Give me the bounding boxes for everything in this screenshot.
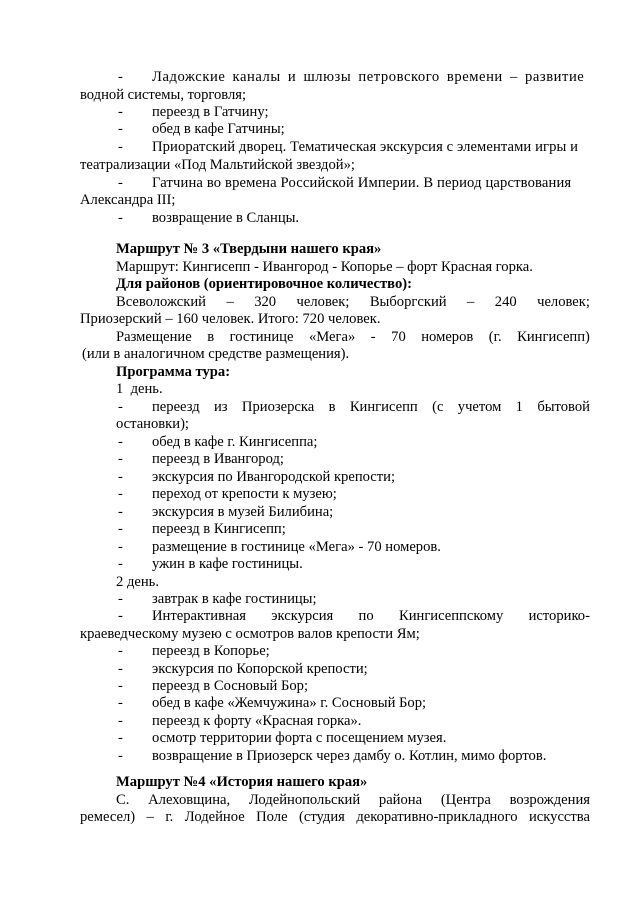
item-text: переезд в Гатчину; [152,104,269,120]
item-text: переход от крепости к музею; [152,486,337,502]
item-text: экскурсия в музей Билибина; [152,504,334,520]
list-item [0,209,640,227]
list-item [0,712,640,730]
list-item [0,520,640,538]
bullet-dash: - [118,521,123,537]
bullet-dash: - [118,556,123,572]
route-4-heading: Маршрут №4 «История нашего края» [116,774,368,790]
item-text: возвращение в Приозерск через дамбу о. Котлин, мимо фортов. [152,748,547,764]
item-text-cont: водной системы, торговля; [80,87,247,103]
bullet-dash: - [118,210,123,226]
list-item [0,485,640,503]
list-item [0,694,640,712]
list-item [0,433,640,451]
item-text: ужин в кафе гостиницы. [152,556,303,572]
item-text: обед в кафе г. Кингисеппа; [152,434,318,450]
list-item [0,660,640,678]
day-2-label: 2 день. [116,574,159,590]
item-text: переезд в Копорье; [152,643,270,659]
item-text: обед в кафе «Жемчужина» г. Сосновый Бор; [152,695,427,711]
program-heading: Программа тура: [116,364,231,380]
districts-line-1: Всеволожский – 320 человек; Выборгский – 240 человек; [116,294,590,310]
list-item [0,729,640,747]
list-item [0,747,640,765]
list-item [0,103,640,121]
bullet-dash: - [118,69,123,85]
item-text: переезд в Сосновый Бор; [152,678,308,694]
districts-heading: Для районов (ориентировочное количество): [116,276,412,292]
bullet-dash: - [118,643,123,659]
bullet-dash: - [118,451,123,467]
bullet-dash: - [118,730,123,746]
list-item [0,174,640,192]
list-item [0,398,640,416]
item-text: Ладожские каналы и шлюзы петровского времени – развитие [152,69,585,85]
item-text: экскурсия по Копорской крепости; [152,661,368,677]
day-1-label: 1 день. [116,381,163,397]
bullet-dash: - [118,661,123,677]
bullet-dash: - [118,434,123,450]
item-text: переезд в Кингисепп; [152,521,286,537]
districts-line-2: Приозерский – 160 человек. Итого: 720 человек. [80,311,381,327]
route-3-heading: Маршрут № 3 «Твердыни нашего края» [116,241,382,257]
item-text: размещение в гостинице «Мега» - 70 номеров. [152,539,441,555]
list-item [0,555,640,573]
item-text: переезд к форту «Красная горка». [152,713,362,729]
bullet-dash: - [118,695,123,711]
item-text: обед в кафе Гатчины; [152,121,285,137]
list-item [0,503,640,521]
item-text: завтрак в кафе гостиницы; [152,591,317,607]
bullet-dash: - [118,748,123,764]
item-text: возвращение в Сланцы. [152,210,300,226]
item-text-cont: краеведческому музею с осмотров валов крепости Ям; [80,626,420,642]
list-item [0,120,640,138]
item-text: Интерактивная экскурсия по Кингисеппскому историко- [152,608,590,624]
route-4-line-2: ремесел) – г. Лодейное Поле (студия декоративно-прикладного искусства [80,809,590,825]
route-4-line-1: С. Алеховщина, Лодейнопольский района (Центра возрождения [116,792,590,808]
bullet-dash: - [118,678,123,694]
list-item [0,677,640,695]
list-item [0,68,640,86]
list-item [0,468,640,486]
bullet-dash: - [118,104,123,120]
bullet-dash: - [118,139,123,155]
list-item [0,538,640,556]
bullet-dash: - [118,486,123,502]
item-text: Гатчина во времена Российской Империи. В период царствования [152,175,572,191]
bullet-dash: - [118,591,123,607]
route-3-path: Маршрут: Кингисепп - Ивангород - Копорье – форт Красная горка. [116,259,533,275]
list-item [0,450,640,468]
bullet-dash: - [118,713,123,729]
item-text-cont: Александра III; [80,192,176,208]
accommodation-line-2: (или в аналогичном средстве размещения). [82,346,350,362]
item-text-cont: остановки); [116,416,189,432]
list-item [0,138,640,156]
item-text: экскурсия по Ивангородской крепости; [152,469,396,485]
list-item [0,590,640,608]
bullet-dash: - [118,539,123,555]
bullet-dash: - [118,504,123,520]
bullet-dash: - [118,175,123,191]
bullet-dash: - [118,121,123,137]
bullet-dash: - [118,399,123,415]
bullet-dash: - [118,608,123,624]
item-text: переезд в Ивангород; [152,451,284,467]
accommodation-line-1: Размещение в гостинице «Мега» - 70 номеров (г. Кингисепп) [116,329,590,345]
list-item [0,607,640,625]
item-text: переезд из Приозерска в Кингисепп (с учетом 1 бытовой [152,399,590,415]
item-text-cont: театрализации «Под Мальтийской звездой»; [80,157,355,173]
item-text: Приоратский дворец. Тематическая экскурсия с элементами игры и [152,139,579,155]
item-text: осмотр территории форта с посещением музея. [152,730,447,746]
list-item [0,642,640,660]
bullet-dash: - [118,469,123,485]
